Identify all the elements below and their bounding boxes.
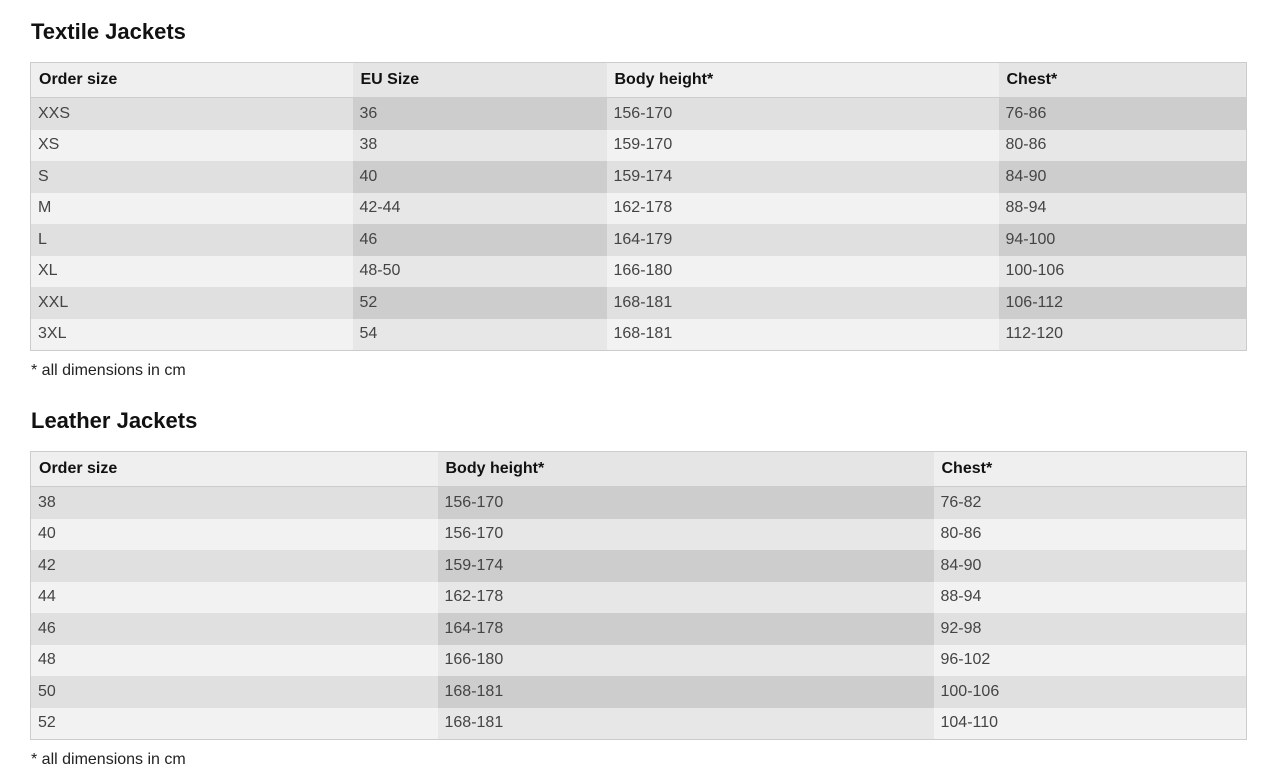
chest-cell: 80-86 bbox=[934, 519, 1247, 551]
table-row bbox=[31, 256, 1247, 288]
body-height-cell: 164-179 bbox=[607, 224, 999, 256]
chest-cell: 100-106 bbox=[999, 256, 1247, 288]
chest-cell: 104-110 bbox=[934, 708, 1247, 740]
order-size-cell: XXS bbox=[31, 98, 353, 130]
dimensions-note: * all dimensions in cm bbox=[31, 362, 186, 379]
textile-size-table bbox=[30, 62, 1247, 351]
order-size-cell: S bbox=[31, 161, 353, 193]
eu-size-cell: 52 bbox=[353, 287, 607, 319]
body-height-cell: 159-174 bbox=[438, 550, 934, 582]
chest-cell: 100-106 bbox=[934, 676, 1247, 708]
column-header-chest: Chest* bbox=[934, 452, 1247, 487]
eu-size-cell: 48-50 bbox=[353, 256, 607, 288]
column-header-body-height: Body height* bbox=[438, 452, 934, 487]
order-size-cell: 40 bbox=[31, 519, 438, 551]
table-row bbox=[31, 161, 1247, 193]
chest-cell: 94-100 bbox=[999, 224, 1247, 256]
chest-cell: 80-86 bbox=[999, 130, 1247, 162]
eu-size-cell: 36 bbox=[353, 98, 607, 130]
table-row bbox=[31, 613, 1247, 645]
chest-cell: 88-94 bbox=[934, 582, 1247, 614]
column-header-eu-size: EU Size bbox=[353, 63, 607, 98]
chest-cell: 88-94 bbox=[999, 193, 1247, 225]
table-row bbox=[31, 193, 1247, 225]
order-size-cell: 46 bbox=[31, 613, 438, 645]
order-size-cell: 50 bbox=[31, 676, 438, 708]
dimensions-note: * all dimensions in cm bbox=[31, 751, 186, 768]
table-row bbox=[31, 708, 1247, 740]
chest-cell: 84-90 bbox=[999, 161, 1247, 193]
body-height-cell: 162-178 bbox=[438, 582, 934, 614]
body-height-cell: 159-170 bbox=[607, 130, 999, 162]
eu-size-cell: 38 bbox=[353, 130, 607, 162]
column-header-body-height: Body height* bbox=[607, 63, 999, 98]
table-row bbox=[31, 287, 1247, 319]
chest-cell: 76-86 bbox=[999, 98, 1247, 130]
eu-size-cell: 42-44 bbox=[353, 193, 607, 225]
textile-jackets-section bbox=[30, 18, 1246, 380]
textile-jackets-title: Textile Jackets bbox=[31, 19, 186, 44]
body-height-cell: 156-170 bbox=[438, 487, 934, 519]
column-header-order-size: Order size bbox=[31, 63, 353, 98]
chest-cell: 106-112 bbox=[999, 287, 1247, 319]
chest-cell: 96-102 bbox=[934, 645, 1247, 677]
body-height-cell: 166-180 bbox=[607, 256, 999, 288]
table-row bbox=[31, 487, 1247, 519]
table-row bbox=[31, 550, 1247, 582]
body-height-cell: 159-174 bbox=[607, 161, 999, 193]
order-size-cell: 3XL bbox=[31, 319, 353, 351]
chest-cell: 112-120 bbox=[999, 319, 1247, 351]
order-size-cell: 38 bbox=[31, 487, 438, 519]
body-height-cell: 166-180 bbox=[438, 645, 934, 677]
eu-size-cell: 54 bbox=[353, 319, 607, 351]
leather-size-table bbox=[30, 451, 1247, 740]
order-size-cell: M bbox=[31, 193, 353, 225]
leather-jackets-title: Leather Jackets bbox=[31, 408, 198, 433]
table-row bbox=[31, 582, 1247, 614]
body-height-cell: 168-181 bbox=[607, 287, 999, 319]
table-row bbox=[31, 98, 1247, 130]
table-row bbox=[31, 519, 1247, 551]
chest-cell: 76-82 bbox=[934, 487, 1247, 519]
order-size-cell: XL bbox=[31, 256, 353, 288]
table-row bbox=[31, 130, 1247, 162]
table-row bbox=[31, 224, 1247, 256]
body-height-cell: 168-181 bbox=[607, 319, 999, 351]
chest-cell: 92-98 bbox=[934, 613, 1247, 645]
column-header-order-size: Order size bbox=[31, 452, 438, 487]
leather-jackets-section bbox=[30, 407, 1246, 769]
eu-size-cell: 40 bbox=[353, 161, 607, 193]
body-height-cell: 156-170 bbox=[438, 519, 934, 551]
table-row bbox=[31, 645, 1247, 677]
order-size-cell: 44 bbox=[31, 582, 438, 614]
table-row bbox=[31, 676, 1247, 708]
body-height-cell: 168-181 bbox=[438, 708, 934, 740]
order-size-cell: 48 bbox=[31, 645, 438, 677]
body-height-cell: 156-170 bbox=[607, 98, 999, 130]
order-size-cell: 52 bbox=[31, 708, 438, 740]
body-height-cell: 164-178 bbox=[438, 613, 934, 645]
order-size-cell: XXL bbox=[31, 287, 353, 319]
eu-size-cell: 46 bbox=[353, 224, 607, 256]
table-header-row bbox=[31, 452, 1247, 487]
body-height-cell: 168-181 bbox=[438, 676, 934, 708]
order-size-cell: L bbox=[31, 224, 353, 256]
body-height-cell: 162-178 bbox=[607, 193, 999, 225]
chest-cell: 84-90 bbox=[934, 550, 1247, 582]
order-size-cell: 42 bbox=[31, 550, 438, 582]
column-header-chest: Chest* bbox=[999, 63, 1247, 98]
order-size-cell: XS bbox=[31, 130, 353, 162]
table-header-row bbox=[31, 63, 1247, 98]
table-row bbox=[31, 319, 1247, 351]
